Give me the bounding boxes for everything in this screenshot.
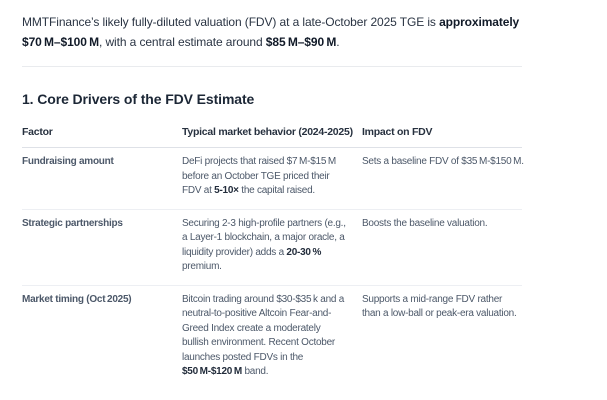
intro-bold-valuation-range: approximately $70 M–$100 M [22, 15, 520, 49]
factor-cell: Strategic partnerships [22, 209, 182, 285]
behavior-bold-premium: 20-30 % [286, 246, 322, 258]
behavior-text-segment: Bitcoin trading around $30-$35 k and a neutral-to-positive Altcoin Fear-and-Greed Index create a moderately bullish environment. Recent October launches posted FDVs in the [182, 293, 345, 363]
impact-cell: Supports a mid-range FDV rather than a low-ball or peak-era valuation. [362, 293, 517, 319]
factor-cell: Market timing (Oct 2025) [22, 293, 132, 305]
intro-text-segment: , with a central estimate around [99, 35, 266, 49]
impact-cell: Boosts the baseline valuation. [362, 209, 522, 285]
behavior-text-segment: premium. [182, 261, 222, 272]
table-row-market-timing [22, 285, 522, 390]
factor-cell: Fundraising amount [22, 148, 182, 210]
section-heading: 1. Core Drivers of the FDV Estimate [22, 91, 255, 107]
behavior-cell [182, 209, 362, 285]
behavior-text-segment: DeFi projects that raised $7 M-$15 M before an October TGE priced their FDV at [182, 156, 336, 196]
behavior-text-segment: the capital raised. [238, 185, 315, 196]
column-header-behavior: Typical market behavior (2024-2025) [182, 120, 362, 148]
behavior-text-segment: Securing 2-3 high-profile partners (e.g., a Layer-1 blockchain, a major oracle, a liquidity provider) adds a [182, 217, 346, 258]
behavior-bold-fdv-band: $50 M-$120 M [182, 366, 242, 377]
intro-paragraph [22, 12, 522, 52]
behavior-text-segment: band. [241, 366, 269, 377]
table-row-partnerships [22, 209, 522, 285]
column-header-impact: Impact on FDV [362, 120, 522, 148]
table-header-row [22, 120, 522, 148]
column-header-factor: Factor [22, 120, 182, 148]
intro-bold-central-estimate: $85 M–$90 M [265, 35, 337, 49]
table-row-fundraising [22, 148, 522, 210]
behavior-cell [182, 285, 362, 390]
behavior-bold-multiple: 5-10× [214, 185, 239, 196]
intro-text-segment: MMTFinance’s likely fully-diluted valuation (FDV) at a late-October 2025 TGE is [22, 15, 440, 29]
fdv-drivers-table [22, 120, 522, 390]
section-divider [22, 66, 522, 67]
behavior-cell [182, 148, 362, 210]
intro-text-segment: . [336, 35, 340, 49]
impact-cell: Sets a baseline FDV of $35 M-$150 M. [362, 148, 522, 210]
